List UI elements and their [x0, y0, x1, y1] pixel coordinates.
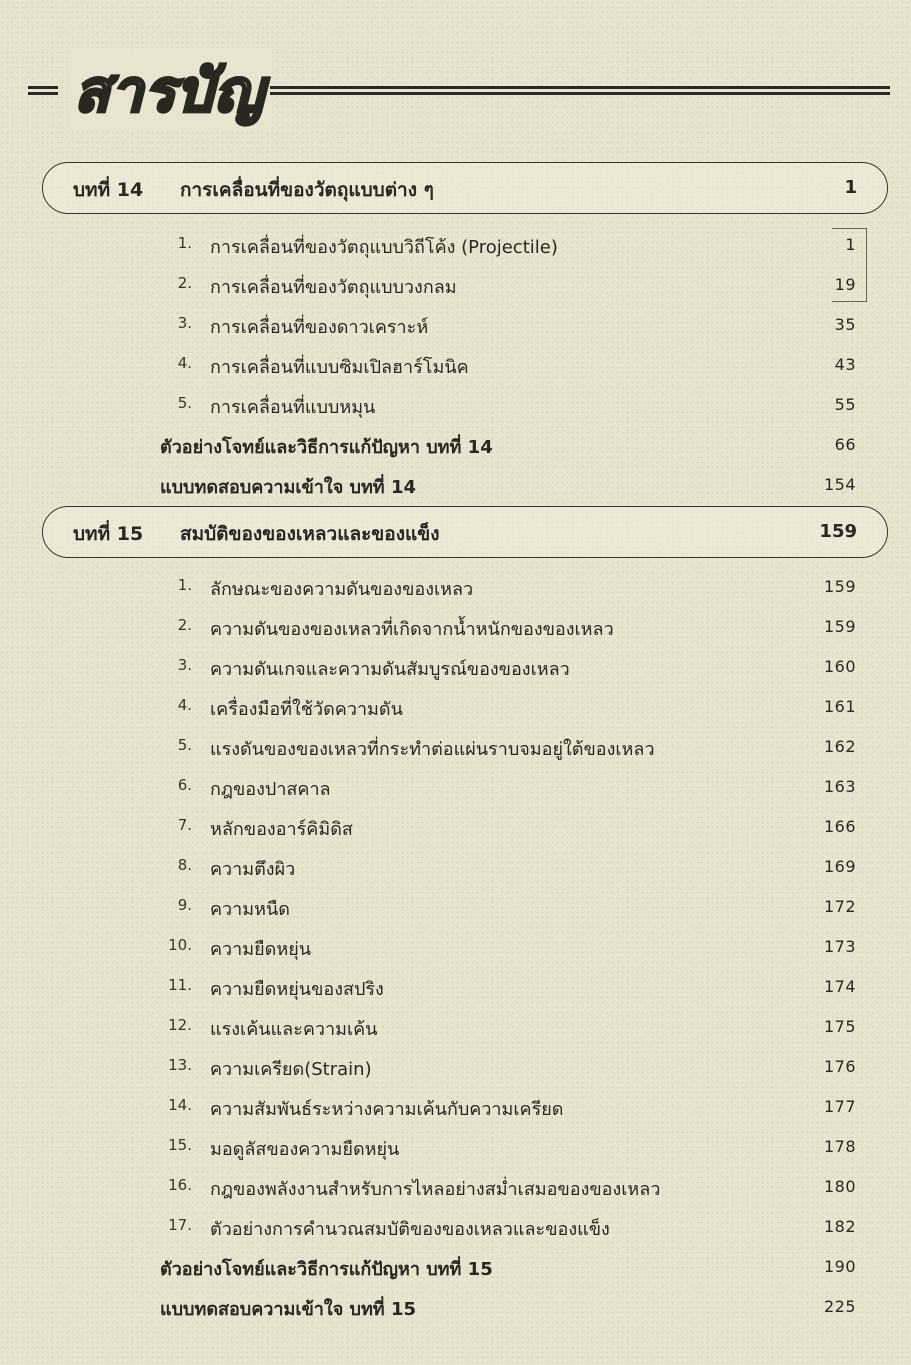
toc-entry [0, 308, 911, 340]
toc-entry [0, 1010, 911, 1042]
toc-entry [0, 1210, 911, 1242]
toc-entry [0, 930, 911, 962]
entry-title: ความดันของของเหลวที่เกิดจากน้ำหนักของของเหลว [210, 619, 614, 640]
entry-number: 1. [177, 576, 192, 594]
entry-title: เครื่องมือที่ใช้วัดความดัน [210, 699, 403, 720]
entry-page: 180 [823, 1177, 856, 1196]
entry-page: 178 [823, 1137, 856, 1156]
entry-number: 17. [168, 1216, 192, 1234]
chapter-15-header [42, 506, 888, 558]
entry-title: ตัวอย่างโจทย์และวิธีการแก้ปัญหา บทที่ 14 [160, 437, 493, 458]
toc-entry-quiz [0, 468, 911, 500]
entry-number: 5. [177, 394, 192, 412]
toc-entry [0, 890, 911, 922]
entry-number: 5. [177, 736, 192, 754]
toc-entry [0, 610, 911, 642]
entry-number: 14. [168, 1096, 192, 1114]
entry-number: 3. [177, 314, 192, 332]
entry-number: 2. [177, 274, 192, 292]
entry-page: 225 [823, 1297, 856, 1316]
entry-page: 190 [823, 1257, 856, 1276]
entry-page: 175 [823, 1017, 856, 1036]
entry-page: 43 [834, 355, 856, 374]
entry-page: 166 [823, 817, 856, 836]
entry-number: 10. [168, 936, 192, 954]
entry-title: ความสัมพันธ์ระหว่างความเค้นกับความเครียด [210, 1099, 564, 1120]
entry-page: 172 [823, 897, 856, 916]
entry-page: 154 [823, 475, 856, 494]
entry-title: กฎของปาสคาล [210, 779, 331, 800]
entry-page: 159 [823, 617, 856, 636]
entry-number: 8. [177, 856, 192, 874]
entry-number: 6. [177, 776, 192, 794]
page-title: สารบัญ [68, 52, 270, 130]
entry-page: 1 [845, 235, 856, 254]
toc-entry [0, 570, 911, 602]
entry-number: 15. [168, 1136, 192, 1154]
entry-page: 182 [823, 1217, 856, 1236]
chapter-label: บทที่ 15 [73, 523, 144, 545]
entry-page: 160 [823, 657, 856, 676]
toc-entry [0, 348, 911, 380]
chapter-14-header [42, 162, 888, 214]
entry-page: 162 [823, 737, 856, 756]
toc-entry [0, 228, 911, 260]
toc-entry-examples [0, 428, 911, 460]
entry-number: 4. [177, 354, 192, 372]
entry-title: ความยืดหยุ่นของสปริง [210, 979, 384, 1000]
entry-title: การเคลื่อนที่แบบซิมเปิลฮาร์โมนิค [210, 357, 469, 378]
entry-number: 1. [177, 234, 192, 252]
entry-title: ความเครียด(Strain) [210, 1059, 372, 1080]
entry-title: หลักของอาร์คิมิดิส [210, 819, 353, 840]
entry-title: ความตึงผิว [210, 859, 296, 880]
entry-number: 2. [177, 616, 192, 634]
toc-entry [0, 770, 911, 802]
entry-number: 4. [177, 696, 192, 714]
toc-entry [0, 1130, 911, 1162]
entry-page: 66 [834, 435, 856, 454]
chapter-page: 159 [819, 521, 857, 542]
entry-page: 174 [823, 977, 856, 996]
entry-title: แบบทดสอบความเข้าใจ บทที่ 15 [160, 1299, 416, 1320]
toc-entry-examples [0, 1250, 911, 1282]
entry-number: 9. [177, 896, 192, 914]
chapter-label: บทที่ 14 [73, 179, 144, 201]
toc-entry [0, 268, 911, 300]
entry-title: การเคลื่อนที่ของวัตถุแบบวงกลม [210, 277, 457, 298]
entry-title: แรงดันของของเหลวที่กระทำต่อแผ่นราบจมอยู่ใต้ของเหลว [210, 739, 655, 760]
entry-page: 161 [823, 697, 856, 716]
toc-title-banner [28, 52, 890, 132]
toc-entry [0, 650, 911, 682]
toc-entry-quiz [0, 1290, 911, 1322]
toc-entry [0, 730, 911, 762]
toc-entry [0, 970, 911, 1002]
entry-number: 7. [177, 816, 192, 834]
entry-number: 3. [177, 656, 192, 674]
entry-page: 173 [823, 937, 856, 956]
entry-page: 163 [823, 777, 856, 796]
toc-entry [0, 388, 911, 420]
chapter-title: สมบัติของของเหลวและของแข็ง [180, 523, 440, 545]
toc-entry [0, 850, 911, 882]
entry-title: ลักษณะของความดันของของเหลว [210, 579, 474, 600]
pen-bracket-mark [832, 228, 867, 302]
entry-title: ตัวอย่างโจทย์และวิธีการแก้ปัญหา บทที่ 15 [160, 1259, 493, 1280]
entry-title: การเคลื่อนที่แบบหมุน [210, 397, 376, 418]
entry-number: 13. [168, 1056, 192, 1074]
entry-title: ตัวอย่างการคำนวณสมบัติของของเหลวและของแข็ง [210, 1219, 610, 1240]
toc-entry [0, 810, 911, 842]
entry-title: การเคลื่อนที่ของวัตถุแบบวิถีโค้ง (Projectile) [210, 237, 558, 258]
entry-title: กฎของพลังงานสำหรับการไหลอย่างสม่ำเสมอของของเหลว [210, 1179, 661, 1200]
entry-title: แบบทดสอบความเข้าใจ บทที่ 14 [160, 477, 416, 498]
entry-number: 12. [168, 1016, 192, 1034]
entry-page: 159 [823, 577, 856, 596]
entry-title: ความหนืด [210, 899, 290, 920]
toc-entry [0, 690, 911, 722]
chapter-title: การเคลื่อนที่ของวัตถุแบบต่าง ๆ [180, 179, 434, 201]
entry-number: 11. [168, 976, 192, 994]
entry-page: 177 [823, 1097, 856, 1116]
toc-entry [0, 1050, 911, 1082]
entry-title: แรงเค้นและความเค้น [210, 1019, 378, 1040]
entry-title: ความดันเกจและความดันสัมบูรณ์ของของเหลว [210, 659, 570, 680]
entry-page: 35 [834, 315, 856, 334]
entry-page: 176 [823, 1057, 856, 1076]
chapter-page: 1 [844, 177, 857, 198]
toc-entry [0, 1170, 911, 1202]
entry-page: 55 [834, 395, 856, 414]
entry-title: ความยืดหยุ่น [210, 939, 312, 960]
entry-page: 169 [823, 857, 856, 876]
entry-title: การเคลื่อนที่ของดาวเคราะห์ [210, 317, 429, 338]
entry-number: 16. [168, 1176, 192, 1194]
toc-entry [0, 1090, 911, 1122]
entry-title: มอดูลัสของความยืดหยุ่น [210, 1139, 400, 1160]
entry-page: 19 [834, 275, 856, 294]
